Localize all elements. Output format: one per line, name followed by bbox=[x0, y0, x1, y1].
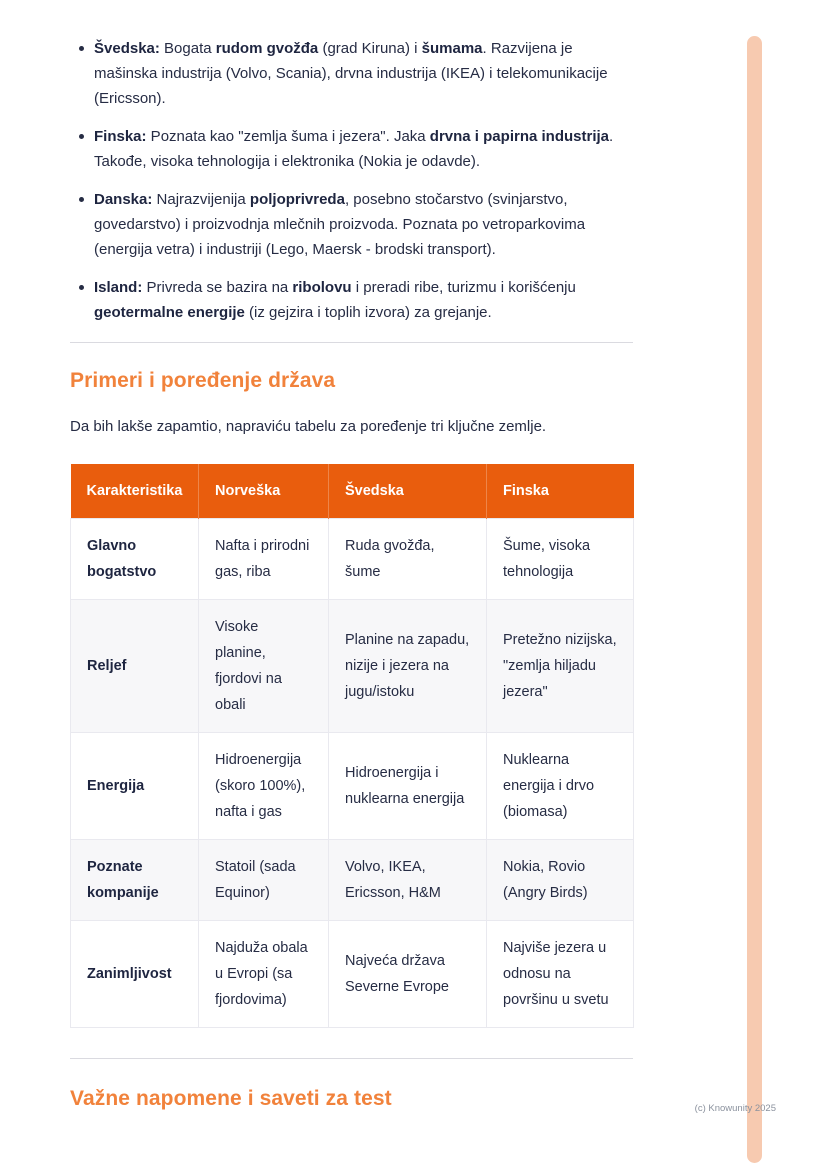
bullet-lead: Švedska: bbox=[94, 40, 160, 57]
table-cell: Najduža obala u Evropi (sa fjordovima) bbox=[199, 921, 329, 1028]
table-header-row bbox=[71, 464, 634, 519]
table-cell: Šume, visoka tehnologija bbox=[487, 519, 634, 600]
section-heading-primeri: Primeri i poređenje država bbox=[70, 369, 336, 392]
table-cell: Nafta i prirodni gas, riba bbox=[199, 519, 329, 600]
column-header-karakteristika: Karakteristika bbox=[71, 464, 199, 519]
bullet-text: Poznata kao "zemlja šuma i jezera". Jaka bbox=[146, 128, 430, 145]
section-divider bbox=[70, 1058, 633, 1059]
bullet-dot-icon bbox=[79, 134, 84, 139]
bullet-text: i preradi ribe, turizmu i korišćenju bbox=[351, 279, 576, 296]
bullet-bold: ribolovu bbox=[292, 279, 352, 296]
table-row bbox=[71, 519, 634, 600]
table-cell: Hidroenergija i nuklearna energija bbox=[329, 733, 487, 840]
bullet-dot-icon bbox=[79, 197, 84, 202]
table-row bbox=[71, 600, 634, 733]
copyright-footer: (c) Knowunity 2025 bbox=[694, 1103, 776, 1114]
comparison-table bbox=[70, 464, 634, 1028]
bullet-text: Najrazvijenija bbox=[152, 191, 250, 208]
intro-paragraph: Da bih lakše zapamtio, napraviću tabelu za poređenje tri ključne zemlje. bbox=[70, 418, 547, 435]
bullet-lead: Danska: bbox=[94, 191, 153, 208]
column-header-finska: Finska bbox=[487, 464, 634, 519]
table-row bbox=[71, 840, 634, 921]
row-label: Energija bbox=[71, 733, 199, 840]
list-item-island bbox=[70, 275, 633, 325]
bullet-bold: šumama bbox=[421, 40, 483, 57]
row-label: Zanimljivost bbox=[71, 921, 199, 1028]
document-content bbox=[70, 36, 633, 1111]
bullet-bold: poljoprivreda bbox=[249, 191, 345, 208]
bullet-text: , posebno stočarstvo (svinjarstvo, govedarstvo) i proizvodnja mlečnih proizvoda. Poznata po vetroparkovima (energija vetra) i industriji (Lego, Maersk - brodski transport). bbox=[94, 191, 586, 258]
page-edge-stripe bbox=[747, 36, 762, 1163]
table-row bbox=[71, 733, 634, 840]
table-cell: Nokia, Rovio (Angry Birds) bbox=[487, 840, 634, 921]
list-item-svedska bbox=[70, 36, 633, 111]
column-header-norveska: Norveška bbox=[199, 464, 329, 519]
list-item-danska bbox=[70, 187, 633, 262]
row-label: Reljef bbox=[71, 600, 199, 733]
bullet-text: . Razvijena je mašinska industrija (Volvo, Scania), drvna industrija (IKEA) i telekomunikacije (Ericsson). bbox=[94, 40, 608, 107]
bullet-text: . Takođe, visoka tehnologija i elektronika (Nokia je odavde). bbox=[94, 128, 614, 170]
table-cell: Ruda gvožđa, šume bbox=[329, 519, 487, 600]
bullet-dot-icon bbox=[79, 285, 84, 290]
section-divider bbox=[70, 342, 633, 343]
bullet-list bbox=[70, 36, 633, 325]
table-cell: Volvo, IKEA, Ericsson, H&M bbox=[329, 840, 487, 921]
table-cell: Statoil (sada Equinor) bbox=[199, 840, 329, 921]
list-item-finska bbox=[70, 124, 633, 174]
bullet-lead: Island: bbox=[94, 279, 143, 296]
table-row bbox=[71, 921, 634, 1028]
bullet-text: Privreda se bazira na bbox=[142, 279, 293, 296]
table-cell: Nuklearna energija i drvo (biomasa) bbox=[487, 733, 634, 840]
table-cell: Pretežno nizijska, "zemlja hiljadu jezera" bbox=[487, 600, 634, 733]
bullet-text: (iz gejzira i toplih izvora) za grejanje. bbox=[244, 304, 492, 321]
bullet-bold: drvna i papirna industrija bbox=[429, 128, 609, 145]
table-cell: Hidroenergija (skoro 100%), nafta i gas bbox=[199, 733, 329, 840]
row-label: Poznate kompanije bbox=[71, 840, 199, 921]
table-cell: Najviše jezera u odnosu na površinu u svetu bbox=[487, 921, 634, 1028]
row-label: Glavno bogatstvo bbox=[71, 519, 199, 600]
column-header-svedska: Švedska bbox=[329, 464, 487, 519]
table-cell: Najveća država Severne Evrope bbox=[329, 921, 487, 1028]
bullet-text: (grad Kiruna) i bbox=[318, 40, 422, 57]
bullet-lead: Finska: bbox=[94, 128, 147, 145]
bullet-bold: rudom gvožđa bbox=[215, 40, 319, 57]
section-heading-vazne: Važne napomene i saveti za test bbox=[70, 1087, 392, 1110]
bullet-dot-icon bbox=[79, 46, 84, 51]
bullet-bold: geotermalne energije bbox=[94, 304, 245, 321]
table-cell: Planine na zapadu, nizije i jezera na jugu/istoku bbox=[329, 600, 487, 733]
bullet-text: Bogata bbox=[159, 40, 216, 57]
table-cell: Visoke planine, fjordovi na obali bbox=[199, 600, 329, 733]
